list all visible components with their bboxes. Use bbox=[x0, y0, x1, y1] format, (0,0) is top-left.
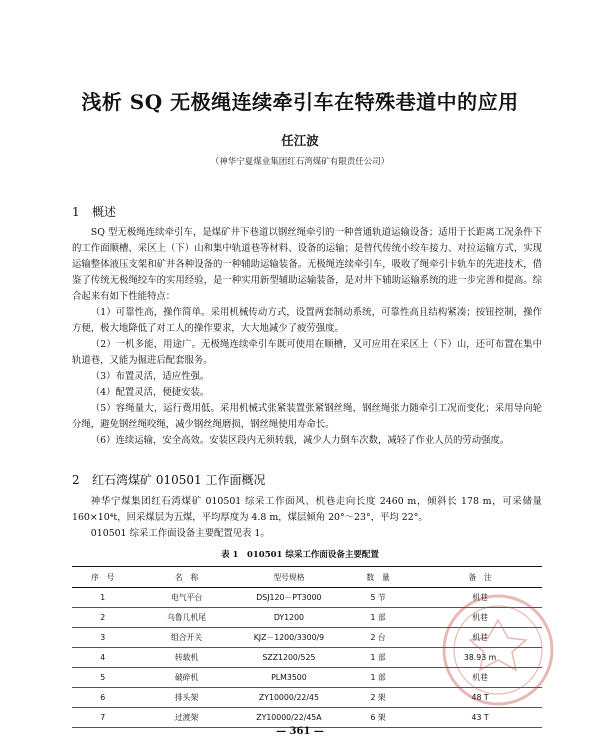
table-cell: DY1200 bbox=[273, 613, 304, 622]
list-item: （6）连续运输，安全高效。安装区段内无须转载，减少人力倒车次数，减轻了作业人员的劳动强度。 bbox=[90, 435, 510, 446]
section-title: 概述 bbox=[92, 205, 117, 219]
table-cell: 转载机 bbox=[174, 653, 199, 662]
section-number: 1 bbox=[72, 205, 80, 219]
table-cell: KJZ－1200/3300/9 bbox=[253, 633, 325, 642]
table-cell: 乌鲁几机尾 bbox=[167, 613, 207, 622]
table-cell: 1 bbox=[100, 593, 106, 602]
table-cell: 过渡架 bbox=[174, 713, 199, 722]
table-cell: 48 T bbox=[471, 693, 489, 702]
list-item: （5）容绳量大，运行费用低。采用机械式张紧装置张紧钢丝绳，钢丝绳张力随牵引工况而变化；采用导向轮分绳，避免钢丝绳咬绳，减少钢丝绳磨损，钢丝绳使用寿命长。 bbox=[72, 403, 542, 430]
table-cell: 排头架 bbox=[174, 693, 199, 702]
section-2-body bbox=[72, 494, 542, 542]
list-item: （4）配置灵活，便捷安装。 bbox=[90, 387, 210, 398]
table-cell: DSJ120－PT3000 bbox=[256, 593, 322, 602]
column-header: 型号规格 bbox=[240, 567, 338, 588]
author-name: 任江波 bbox=[281, 133, 319, 148]
table-cell: 4 bbox=[100, 653, 106, 662]
table-cell: 7 bbox=[100, 713, 106, 722]
table-cell: 机巷 bbox=[472, 593, 488, 602]
table-cell: 5 bbox=[100, 673, 106, 682]
table-cell: 3 bbox=[100, 633, 106, 642]
table-cell: ZY10000/22/45 bbox=[258, 693, 319, 702]
table-cell: 机巷 bbox=[472, 613, 488, 622]
table-cell: 电气平台 bbox=[170, 593, 203, 602]
table-header-row bbox=[72, 567, 542, 588]
library-stamp-icon bbox=[438, 590, 558, 710]
section-1-body bbox=[72, 225, 542, 449]
column-header: 数 量 bbox=[338, 567, 418, 588]
list-item: （2）一机多能，用途广。无极绳连续牵引车既可使用在顺槽，又可应用在采区上（下）山，还可布置在集中轨道巷，又能为掘进后配套服务。 bbox=[72, 339, 542, 366]
table-cell: 1 部 bbox=[370, 673, 386, 682]
column-header: 备 注 bbox=[418, 567, 542, 588]
column-header: 序 号 bbox=[72, 567, 133, 588]
table-cell: 2 台 bbox=[370, 633, 386, 642]
table-cell: 破碎机 bbox=[174, 673, 199, 682]
table-cell: 1 部 bbox=[370, 653, 386, 662]
table-cell: 6 架 bbox=[370, 713, 386, 722]
table-row bbox=[72, 708, 542, 728]
table-caption: 表 1 010501 综采工作面设备主要配置 bbox=[221, 550, 379, 560]
table-cell: 组合开关 bbox=[170, 633, 203, 642]
table-cell: ZY10000/22/45A bbox=[256, 713, 322, 722]
paper-title: 浅析 SQ 无极绳连续牵引车在特殊巷道中的应用 bbox=[81, 90, 519, 114]
table-cell: 43 T bbox=[471, 713, 489, 722]
section-1-heading bbox=[72, 203, 116, 220]
section-2-heading bbox=[72, 471, 265, 488]
list-item: （1）可靠性高，操作简单。采用机械传动方式，设置两套制动系统，可靠性高且结构紧凑；按钮控制，操作方便，极大地降低了对工人的操作要求，大大地减少了疲劳强度。 bbox=[72, 307, 542, 334]
paragraph: SQ 型无极绳连续牵引车，是煤矿井下巷道以钢丝绳牵引的一种普通轨道运输设备；适用于长距离工况条件下的工作面顺槽、采区上（下）山和集中轨道巷等材料、设备的运输；是替代传统小绞车接力、对拉运输方式，实现运输整体液压支架和矿井各种设备的一种辅助运输装备。无极绳连续牵引车，吸收了绳牵引卡轨车的先进技术，借鉴了传统无极绳绞车的实用经验，是一种实用新型辅助运输装备，是对井下辅助运输系统的进一步完善和提高。综合起来有如下性能特点： bbox=[72, 227, 542, 302]
table-cell: 1 部 bbox=[370, 613, 386, 622]
column-header: 名 称 bbox=[133, 567, 239, 588]
paragraph: 010501 综采工作面设备主要配置见表 1。 bbox=[90, 528, 270, 539]
page-number: — 361 — bbox=[276, 726, 324, 737]
section-number: 2 bbox=[72, 473, 80, 487]
table-cell: 5 节 bbox=[370, 593, 386, 602]
section-title: 红石湾煤矿 010501 工作面概况 bbox=[92, 473, 266, 487]
author-affiliation: （神华宁夏煤业集团红石湾煤矿有限责任公司） bbox=[210, 157, 390, 167]
paragraph: 神华宁煤集团红石湾煤矿 010501 综采工作面风、机巷走向长度 2460 m，倾斜长 178 m，可采储量 160×10⁴t，回采煤层为五煤，平均厚度为 4.8 m，煤层倾角 20°～23°，平均 22°。 bbox=[72, 496, 542, 523]
table-cell: 2 架 bbox=[370, 693, 386, 702]
table-cell: SZZ1200/525 bbox=[262, 653, 316, 662]
table-cell: 机巷 bbox=[472, 673, 488, 682]
table-cell: PLM3500 bbox=[271, 673, 307, 682]
table-cell: 机巷 bbox=[472, 633, 488, 642]
table-cell: 6 bbox=[100, 693, 106, 702]
list-item: （3）布置灵活，适应性强。 bbox=[90, 371, 210, 382]
table-cell: 2 bbox=[100, 613, 106, 622]
table-cell: 38.93 m bbox=[463, 653, 497, 662]
